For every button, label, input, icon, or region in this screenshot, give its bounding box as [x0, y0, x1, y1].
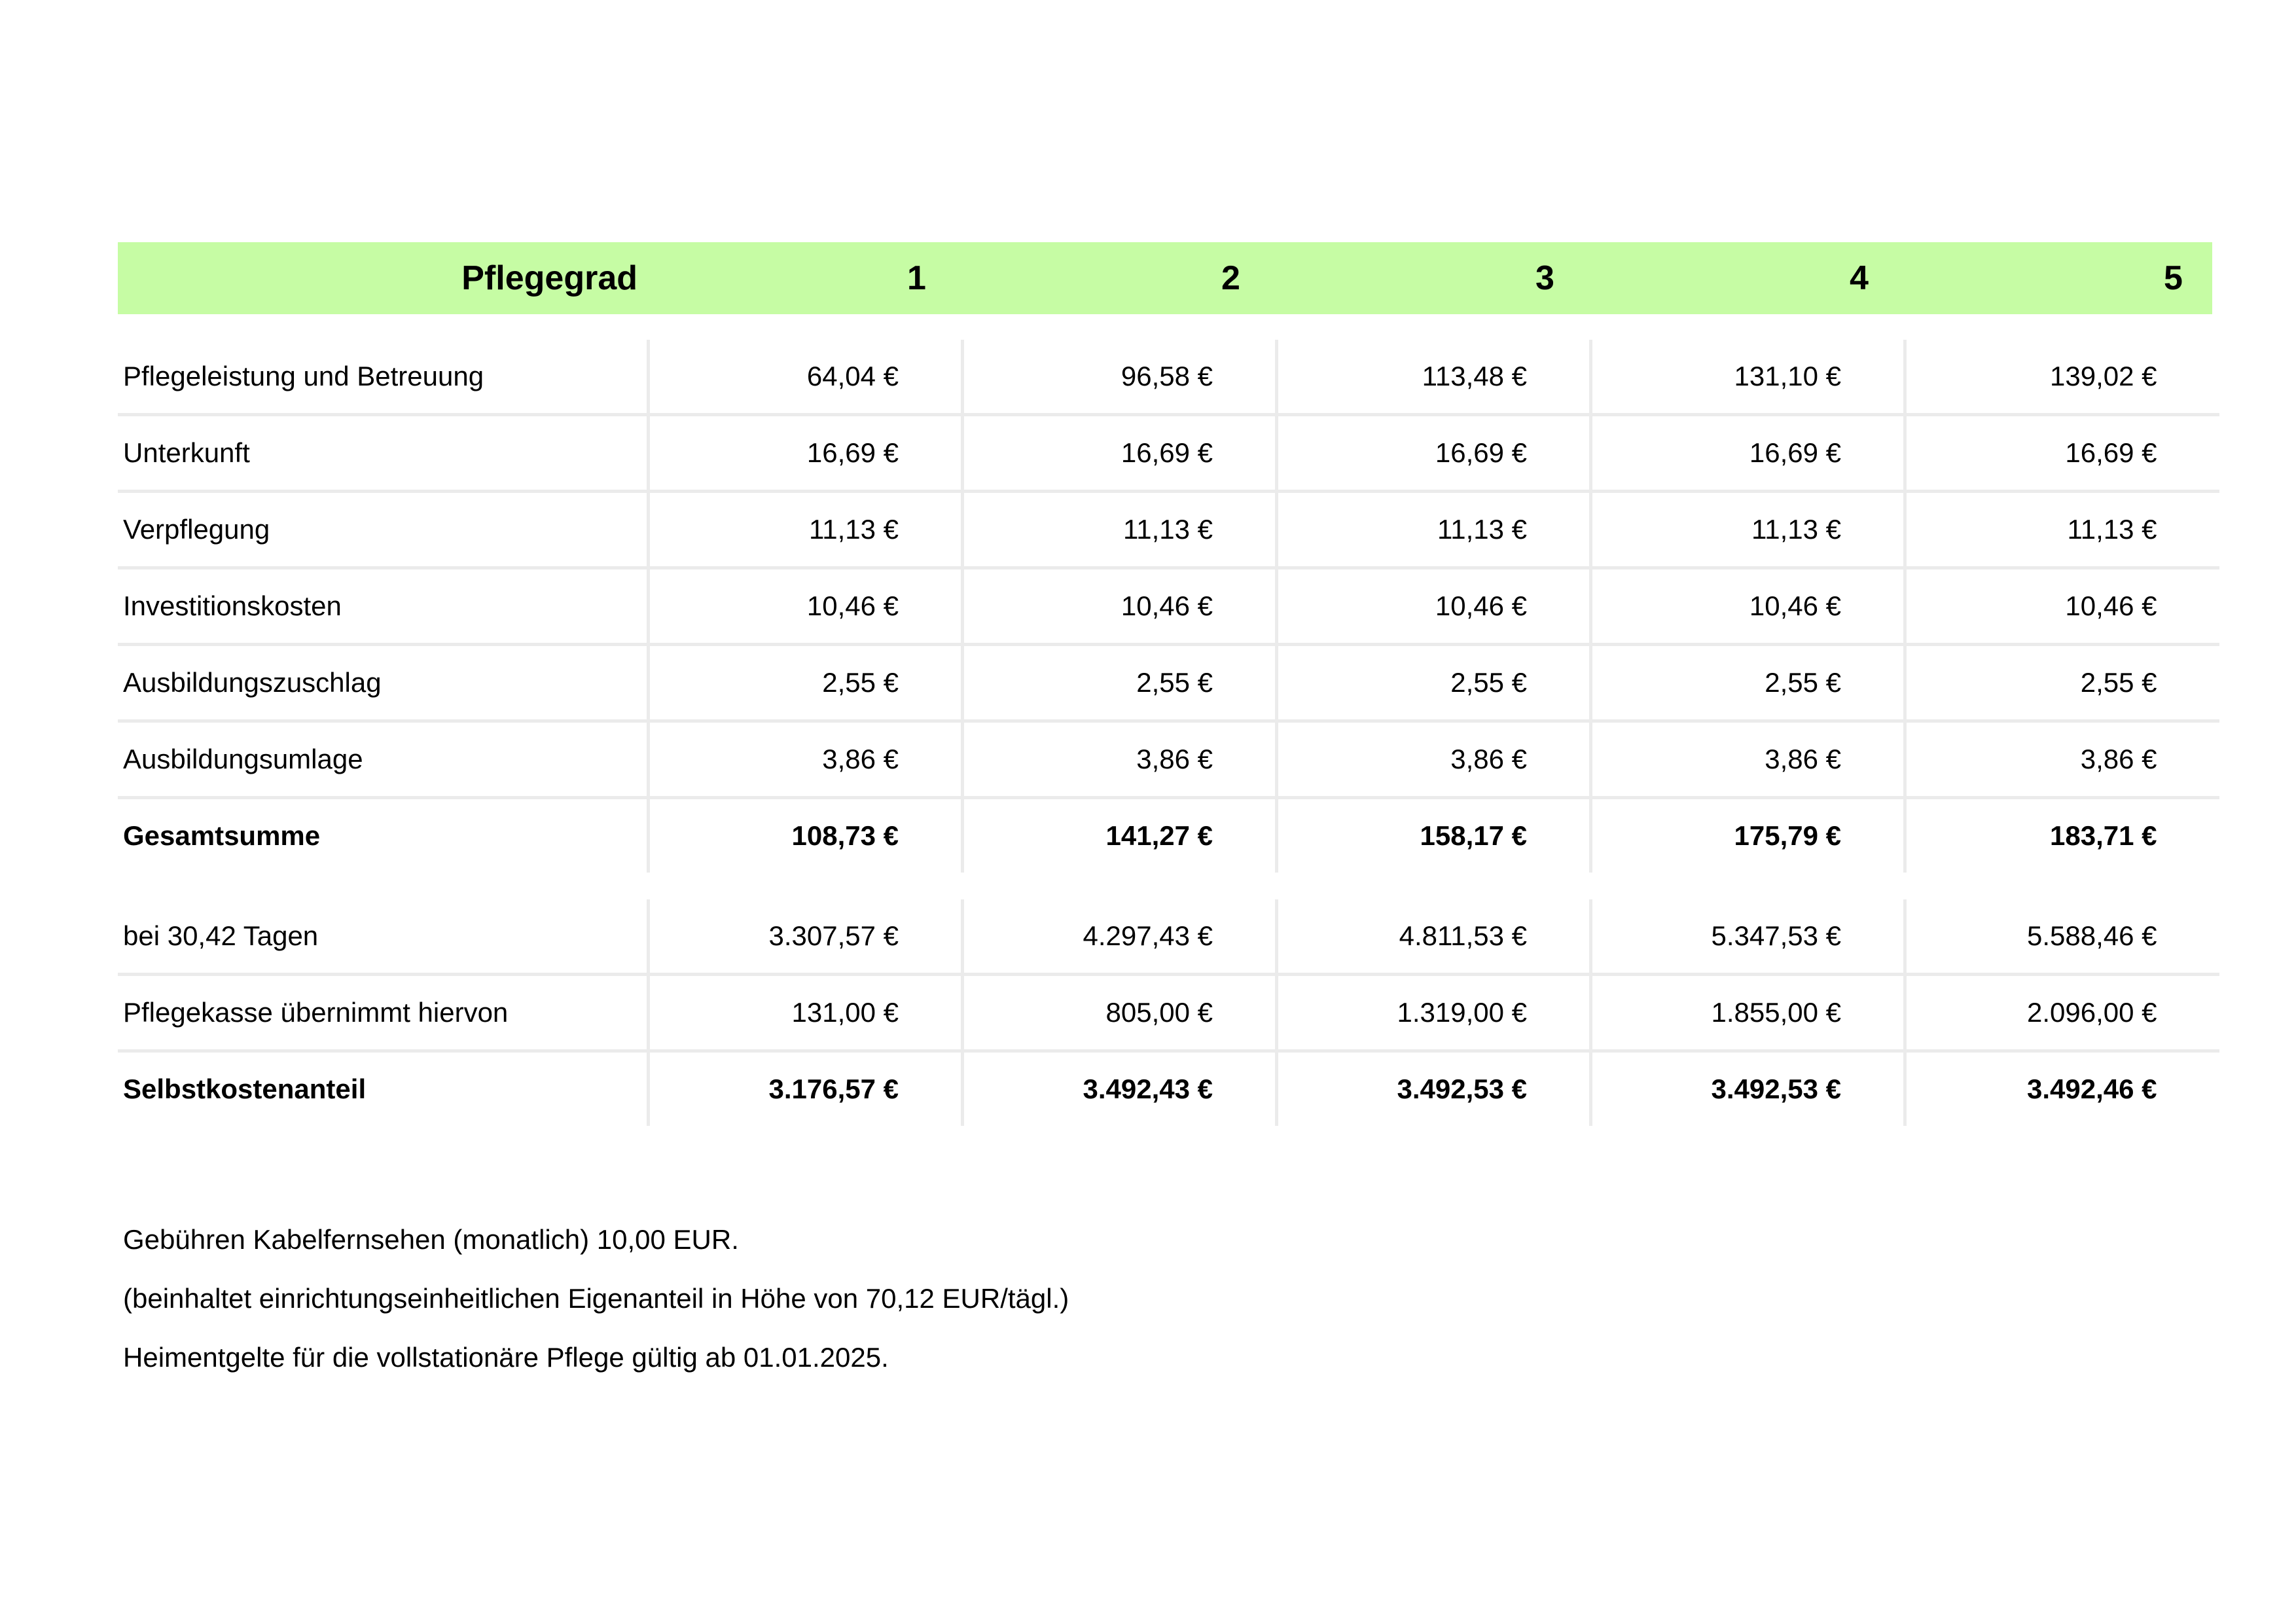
- cell-value: 3.492,43 €: [963, 1051, 1277, 1127]
- cell-value: 2,55 €: [1591, 645, 1905, 721]
- cell-value: 3,86 €: [649, 721, 963, 798]
- daily-cost-rows: [118, 340, 2219, 873]
- cell-value: 3.492,53 €: [1277, 1051, 1591, 1127]
- cell-value: 16,69 €: [963, 415, 1277, 492]
- cell-value: 175,79 €: [1591, 798, 1905, 873]
- cell-value: 3.307,57 €: [649, 899, 963, 975]
- table-row: [118, 568, 2219, 645]
- header-grade-3: 3: [1535, 259, 1554, 297]
- monthly-cost-table: [118, 899, 2219, 1126]
- row-label: Gesamtsumme: [123, 820, 321, 851]
- header-grade-1: 1: [907, 259, 926, 297]
- cell-value: 131,00 €: [649, 975, 963, 1051]
- cell-value: 64,04 €: [649, 340, 963, 415]
- cell-value: 3,86 €: [1905, 721, 2219, 798]
- note-cable-tv: Gebühren Kabelfernsehen (monatlich) 10,00 EUR.: [123, 1224, 739, 1255]
- cell-value: 2.096,00 €: [1905, 975, 2219, 1051]
- cell-value: 11,13 €: [1277, 492, 1591, 568]
- cell-value: 5.588,46 €: [1905, 899, 2219, 975]
- cell-value: 16,69 €: [1905, 415, 2219, 492]
- cell-value: 3,86 €: [1591, 721, 1905, 798]
- cell-value: 11,13 €: [963, 492, 1277, 568]
- table-row: [118, 645, 2219, 721]
- cell-value: 10,46 €: [649, 568, 963, 645]
- cell-value: 141,27 €: [963, 798, 1277, 873]
- footnotes: [123, 1224, 1069, 1401]
- cell-value: 96,58 €: [963, 340, 1277, 415]
- cell-value: 2,55 €: [963, 645, 1277, 721]
- cell-value: 1.319,00 €: [1277, 975, 1591, 1051]
- header-grade-5: 5: [2164, 259, 2183, 297]
- row-label: Selbstkostenanteil: [123, 1074, 367, 1104]
- table-header: [118, 242, 2212, 314]
- cell-value: 16,69 €: [649, 415, 963, 492]
- cell-value: 183,71 €: [1905, 798, 2219, 873]
- header-label: Pflegegrad: [461, 259, 637, 297]
- cell-value: 10,46 €: [1277, 568, 1591, 645]
- cell-value: 16,69 €: [1277, 415, 1591, 492]
- row-label: Verpflegung: [118, 492, 649, 568]
- row-label: Ausbildungsumlage: [118, 721, 649, 798]
- table-row: [118, 415, 2219, 492]
- cell-value: 3,86 €: [963, 721, 1277, 798]
- cell-value: 3.492,46 €: [1905, 1051, 2219, 1127]
- row-label: Pflegeleistung und Betreuung: [118, 340, 649, 415]
- cell-value: 5.347,53 €: [1591, 899, 1905, 975]
- daily-cost-table: [118, 340, 2219, 873]
- cell-value: 3.492,53 €: [1591, 1051, 1905, 1127]
- row-label: Investitionskosten: [118, 568, 649, 645]
- cell-value: 10,46 €: [963, 568, 1277, 645]
- cell-value: 113,48 €: [1277, 340, 1591, 415]
- table-row: [118, 492, 2219, 568]
- table-row: [118, 975, 2219, 1051]
- row-label: Ausbildungszuschlag: [118, 645, 649, 721]
- table-row: [118, 721, 2219, 798]
- table-row: [118, 340, 2219, 415]
- row-label: bei 30,42 Tagen: [118, 899, 649, 975]
- cell-value: 4.811,53 €: [1277, 899, 1591, 975]
- note-own-share: (beinhaltet einrichtungseinheitlichen Eigenanteil in Höhe von 70,12 EUR/tägl.): [123, 1283, 1069, 1314]
- cell-value: 139,02 €: [1905, 340, 2219, 415]
- cell-value: 4.297,43 €: [963, 899, 1277, 975]
- cell-value: 16,69 €: [1591, 415, 1905, 492]
- cell-value: 1.855,00 €: [1591, 975, 1905, 1051]
- cell-value: 108,73 €: [649, 798, 963, 873]
- cell-value: 2,55 €: [1905, 645, 2219, 721]
- cell-value: 11,13 €: [1591, 492, 1905, 568]
- cell-value: 3.176,57 €: [649, 1051, 963, 1127]
- cell-value: 805,00 €: [963, 975, 1277, 1051]
- cell-value: 11,13 €: [1905, 492, 2219, 568]
- cell-value: 10,46 €: [1591, 568, 1905, 645]
- cell-value: 131,10 €: [1591, 340, 1905, 415]
- row-label: Pflegekasse übernimmt hiervon: [118, 975, 649, 1051]
- cell-value: 11,13 €: [649, 492, 963, 568]
- table-row: [118, 899, 2219, 975]
- total-row: [118, 798, 2219, 873]
- cell-value: 3,86 €: [1277, 721, 1591, 798]
- row-label: Unterkunft: [118, 415, 649, 492]
- cell-value: 2,55 €: [1277, 645, 1591, 721]
- cell-value: 158,17 €: [1277, 798, 1591, 873]
- header-grade-4: 4: [1850, 259, 1869, 297]
- cell-value: 10,46 €: [1905, 568, 2219, 645]
- cell-value: 2,55 €: [649, 645, 963, 721]
- total-row: [118, 1051, 2219, 1127]
- note-validity: Heimentgelte für die vollstationäre Pflege gültig ab 01.01.2025.: [123, 1342, 889, 1373]
- monthly-cost-rows: [118, 899, 2219, 1126]
- header-grade-2: 2: [1221, 259, 1240, 297]
